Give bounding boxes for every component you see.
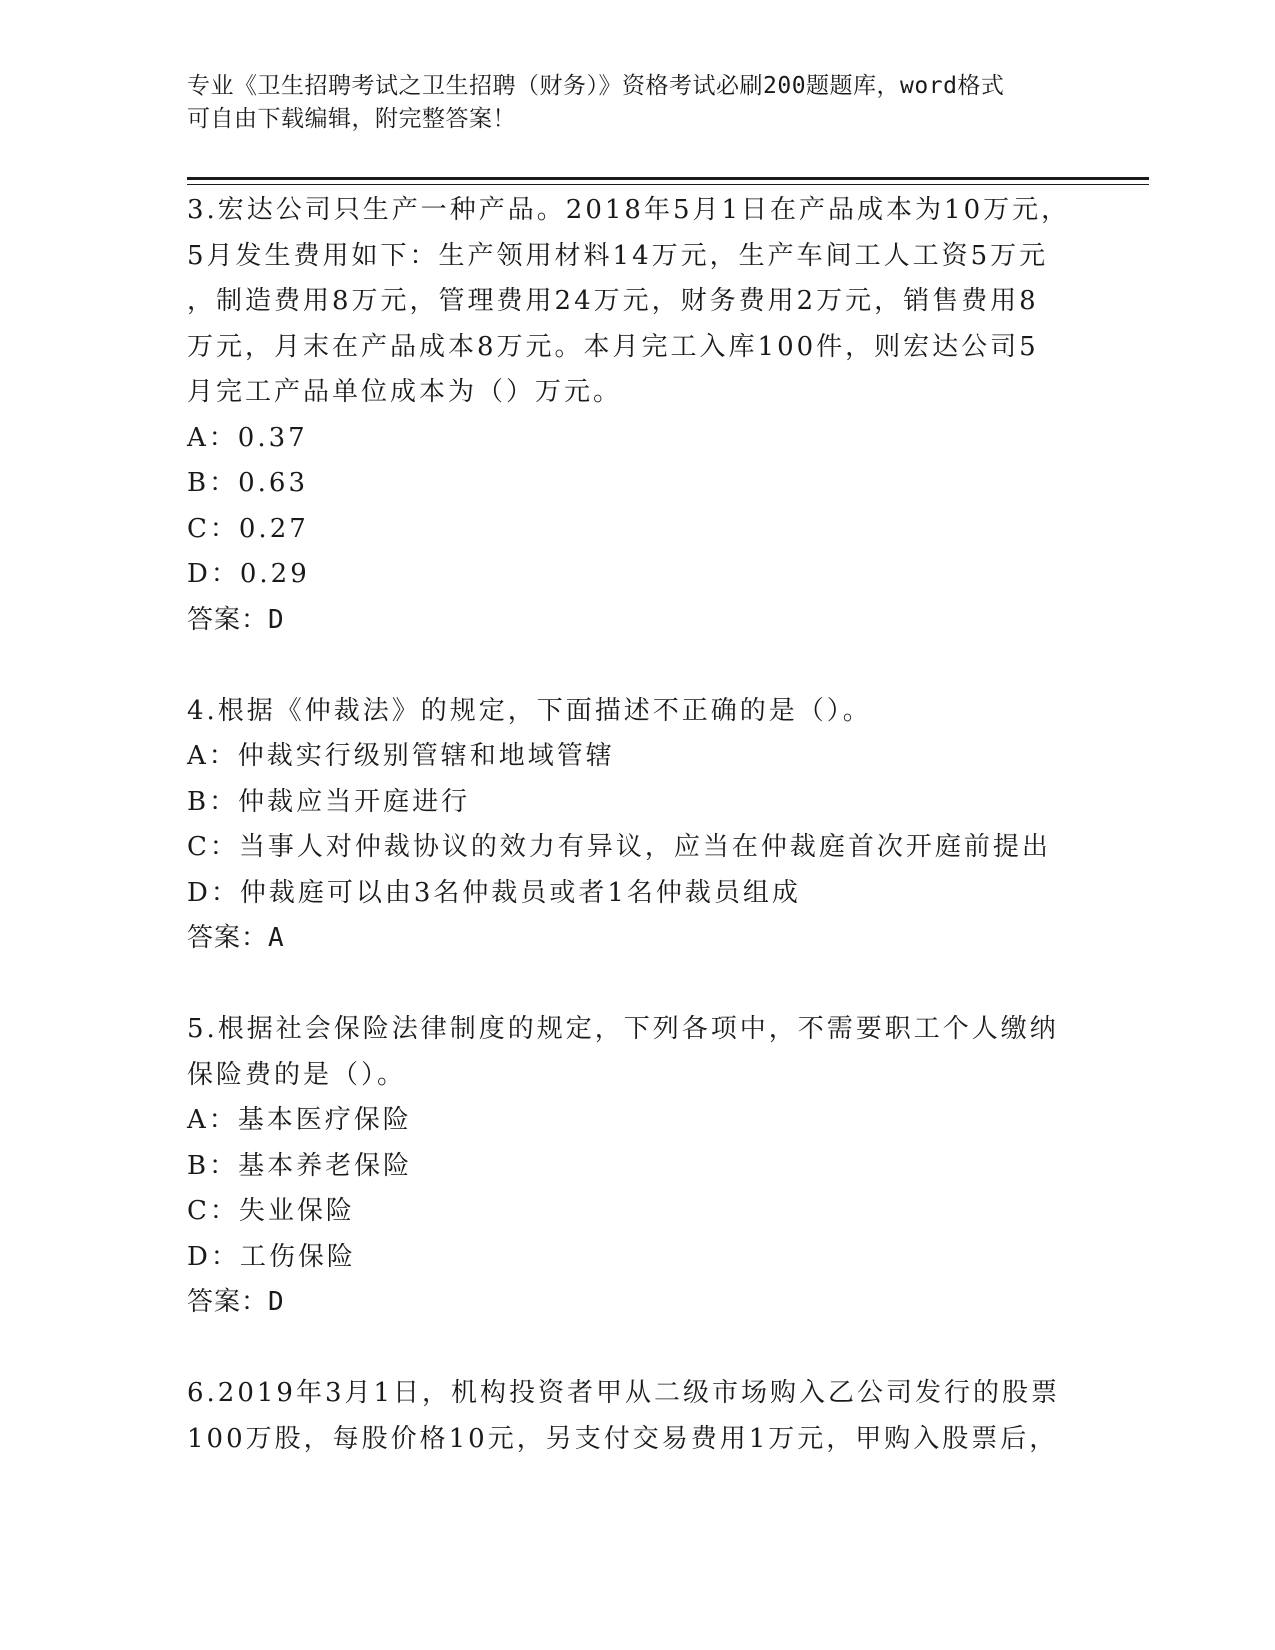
question-stem-line: ，制造费用8万元，管理费用24万元，财务费用2万元，销售费用8 bbox=[187, 286, 1039, 316]
question-stem-line: 月完工产品单位成本为（）万元。 bbox=[187, 377, 623, 407]
question-stem-line: 万元，月末在产品成本8万元。本月完工入库100件，则宏达公司5 bbox=[187, 331, 1039, 362]
question-stem-line: 100万股，每股价格10元，另支付交易费用1万元，甲购入股票后， bbox=[187, 1423, 1059, 1454]
answer-label: 答案：D bbox=[187, 604, 285, 635]
option-c: C：失业保险 bbox=[187, 1196, 355, 1226]
option-a: A：基本医疗保险 bbox=[187, 1105, 412, 1135]
question-stem-line: 5.根据社会保险法律制度的规定，下列各项中，不需要职工个人缴纳 bbox=[187, 1014, 1059, 1044]
option-b: B：基本养老保险 bbox=[187, 1150, 413, 1181]
question-stem-line: 5月发生费用如下：生产领用材料14万元，生产车间工人工资5万元 bbox=[187, 240, 1049, 271]
option-a: A：仲裁实行级别管辖和地域管辖 bbox=[187, 741, 615, 771]
question-5 bbox=[187, 1007, 1087, 1326]
question-4 bbox=[187, 689, 1087, 962]
question-spacer bbox=[187, 962, 1087, 1008]
header-divider-thin bbox=[187, 184, 1149, 185]
answer-label: 答案：D bbox=[187, 1287, 285, 1317]
answer-label: 答案：A bbox=[187, 923, 285, 953]
option-d: D：工伤保险 bbox=[187, 1241, 356, 1272]
question-spacer bbox=[187, 643, 1087, 689]
question-6 bbox=[187, 1371, 1087, 1462]
question-3 bbox=[187, 188, 1087, 643]
question-stem-line: 4.根据《仲裁法》的规定，下面描述不正确的是（）。 bbox=[187, 695, 872, 726]
header-title-line-2: 可自由下载编辑，附完整答案！ bbox=[187, 106, 516, 132]
option-a: A：0.37 bbox=[187, 422, 308, 453]
question-stem-line: 3.宏达公司只生产一种产品。2018年5月1日在产品成本为10万元， bbox=[187, 195, 1071, 225]
option-d: D：0.29 bbox=[187, 559, 310, 589]
option-c: C：当事人对仲裁协议的效力有异议，应当在仲裁庭首次开庭前提出 bbox=[187, 832, 1051, 862]
question-stem-line: 保险费的是（）。 bbox=[187, 1059, 407, 1090]
option-b: B：0.63 bbox=[187, 468, 308, 498]
option-b: B：仲裁应当开庭进行 bbox=[187, 786, 471, 817]
question-spacer bbox=[187, 1326, 1087, 1372]
question-stem-line: 6.2019年3月1日，机构投资者甲从二级市场购入乙公司发行的股票 bbox=[187, 1378, 1061, 1408]
question-list bbox=[187, 188, 1087, 1462]
header-divider-thick bbox=[187, 177, 1149, 180]
option-d: D：仲裁庭可以由3名仲裁员或者1名仲裁员组成 bbox=[187, 877, 801, 908]
header-title-line-1: 专业《卫生招聘考试之卫生招聘（财务）》资格考试必刷200题题库，word格式 bbox=[187, 73, 1005, 99]
document-header bbox=[187, 70, 1067, 136]
option-c: C：0.27 bbox=[187, 513, 309, 544]
